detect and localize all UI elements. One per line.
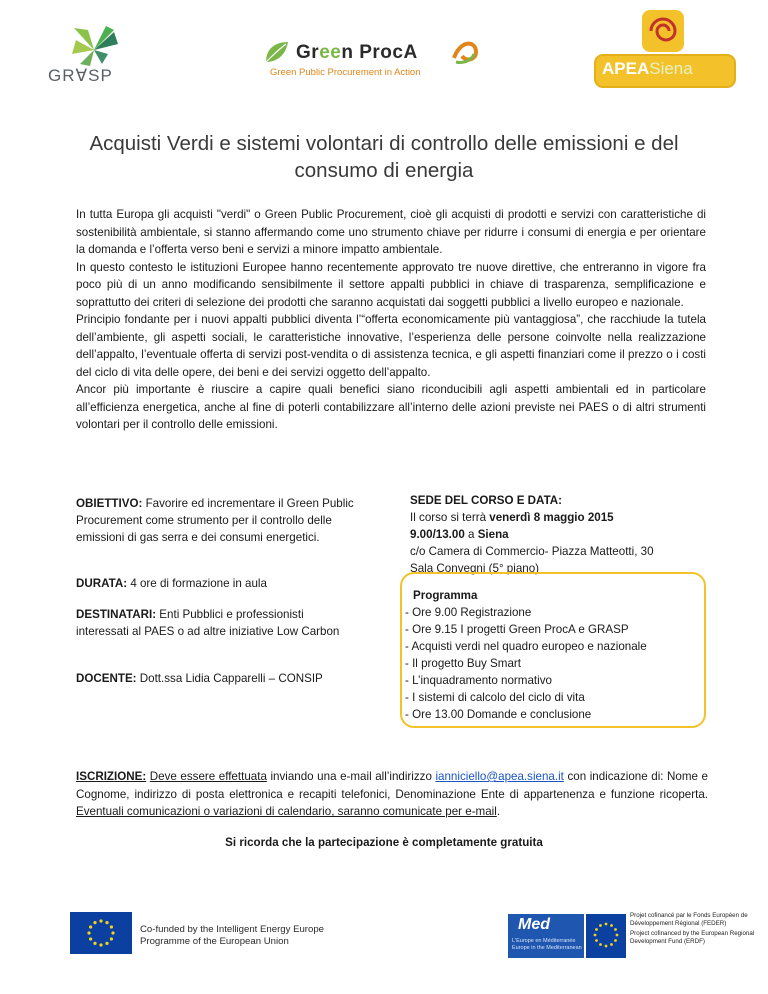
obiettivo-label: OBIETTIVO: (76, 497, 143, 510)
docente-text: Dott.ssa Lidia Capparelli – CONSIP (136, 672, 323, 685)
iscrizione-label: ISCRIZIONE: (76, 770, 147, 783)
erdf-text-line: Projet cofinancé par le Fonds Européen de Développement Régional (FEDER) (630, 912, 748, 927)
apea-wordmark: APEASiena (602, 59, 693, 78)
sede-room: Sala Convegni (5° piano) (410, 562, 540, 575)
intro-paragraph: Principio fondante per i nuovi appalti pubblici diventa l’“offerta economicamente più vantaggiosa”, che racchiude la tutela dell’ambiente, gli aspetti sociali, le caratteristiche innovative, l’esperienza delle persone coinvolte nella realizzazione dell’appalto, l’eventuale offerta di servizi post-vendita o di assistenza tecnica, e gli aspetti finanziari come il prezzo o i costi del ciclo di vita delle opere, dei beni e dei servizi oggetto dell’appalto. (76, 313, 706, 379)
list-item: - Il progetto Buy Smart (405, 657, 521, 670)
leaf-icon (262, 38, 292, 66)
eu-text-line: Programme of the European Union (140, 936, 289, 947)
grasp-logo (44, 24, 144, 86)
destinatari-block (76, 606, 356, 640)
free-participation-note: Si ricorda che la partecipazione è completamente gratuita (225, 836, 543, 849)
iscrizione-notice: Eventuali comunicazioni o variazioni di calendario, saranno comunicate per e-mail (76, 805, 497, 818)
iscrizione-must: Deve essere effettuata (149, 770, 267, 783)
programma-block (405, 587, 705, 723)
swirl-icon (450, 38, 480, 66)
docente-block (76, 670, 356, 687)
destinatari-label: DESTINATARI: (76, 608, 157, 621)
durata-text: 4 ore di formazione in aula (127, 577, 267, 590)
intro-paragraph: Ancor più importante è riuscire a capire quali benefici siano riconducibili agli aspetti ambientali ed in particolare all’efficienza energetica, anche al fine di poterli contabilizzare all’interno delle azioni previste nei PAES o di altri strumenti volontari per il controllo delle emissioni. (76, 383, 706, 431)
green-proca-subtitle: Green Public Procurement in Action (270, 67, 421, 78)
green-proca-logo (268, 42, 488, 82)
list-item: - Ore 9.15 I progetti Green ProcA e GRASP (405, 623, 629, 636)
list-item: - I sistemi di calcolo del ciclo di vita (405, 691, 585, 704)
med-subtitle: L'Europe en Méditerranée Europe in the Mediterranean (512, 938, 582, 951)
grasp-wordmark: GR∀SP (48, 66, 113, 85)
intro-paragraph: In tutta Europa gli acquisti "verdi" o Green Public Procurement, cioè gli acquisti di prodotti e servizi con caratteristiche di sostenibilità ambientale, si stanno affermando come uno strumento chiave per ridurre i consumi di energia e per orientare la domanda e l’offerta verso beni e servizi a minore impatto ambientale. (76, 208, 706, 256)
pinwheel-icon (44, 24, 144, 68)
list-item: - L’inquadramento normativo (405, 674, 552, 687)
programma-list (405, 604, 705, 723)
sede-date-line: Il corso si terrà venerdì 8 maggio 2015 (410, 511, 614, 524)
sede-heading: SEDE DEL CORSO E DATA: (410, 494, 563, 507)
eu-cofunding-text (140, 924, 324, 948)
iscrizione-end: . (496, 805, 501, 818)
email-link[interactable]: ianniciello@apea.siena.it (435, 770, 564, 783)
list-item: - Ore 9.00 Registrazione (405, 606, 532, 619)
list-item: - Ore 13.00 Domande e conclusione (405, 708, 592, 721)
durata-block (76, 575, 356, 592)
programma-title: Programma (413, 589, 478, 602)
med-wordmark: Med (518, 916, 550, 933)
sede-block (410, 492, 710, 577)
erdf-cofunding-text (630, 912, 766, 946)
apea-siena-logo (590, 8, 738, 88)
iscrizione-block (76, 768, 708, 821)
iscrizione-text-2: con indicazione di: Nome e Cognome, indirizzo di posta elettronica e recapiti telefonici, Denominazione Ente di appartenenza e funzione ricoperta. (76, 770, 708, 801)
intro-text (76, 206, 706, 434)
eu-text-line: Co-funded by the Intelligent Energy Europe (140, 924, 325, 935)
eu-flag-icon (586, 914, 626, 958)
green-proca-title: Green ProcA (296, 42, 418, 63)
sede-address: c/o Camera di Commercio- Piazza Matteotti, 30 (410, 545, 654, 558)
sede-time-line: 9.00/13.00 a Siena (410, 528, 509, 541)
durata-label: DURATA: (76, 577, 128, 590)
obiettivo-block (76, 495, 356, 546)
iscrizione-text: inviando una e-mail all’indirizzo (266, 770, 436, 783)
page-title: Acquisti Verdi e sistemi volontari di controllo delle emissioni e del consumo di energia (89, 132, 679, 182)
intro-paragraph: In questo contesto le istituzioni Europee hanno recentemente approvato tre nuove direttive, che entreranno in vigore fra poco più di un anno modificando sensibilmente il settore appalti pubblici in chiave di trasparenza, semplificazione e soprattutto dei criteri di selezione dei prodotti che saranno acquistati dai soggetti pubblici a livello europeo e nazionale. (76, 260, 706, 309)
sun-spiral-icon (640, 8, 686, 54)
obiettivo-text: Favorire ed incrementare il Green Public Procurement come strumento per il controllo delle emissioni di gas serra e dei consumi energetici. (76, 497, 354, 544)
med-logo (508, 914, 584, 958)
list-item: - Acquisti verdi nel quadro europeo e nazionale (405, 640, 647, 653)
erdf-text-line: Project cofinanced by the European Regional Development Fund (ERDF) (630, 930, 755, 945)
docente-label: DOCENTE: (76, 672, 137, 685)
eu-flag-icon (70, 912, 132, 954)
destinatari-text: Enti Pubblici e professionisti interessati al PAES o ad altre iniziative Low Carbon (76, 608, 340, 638)
